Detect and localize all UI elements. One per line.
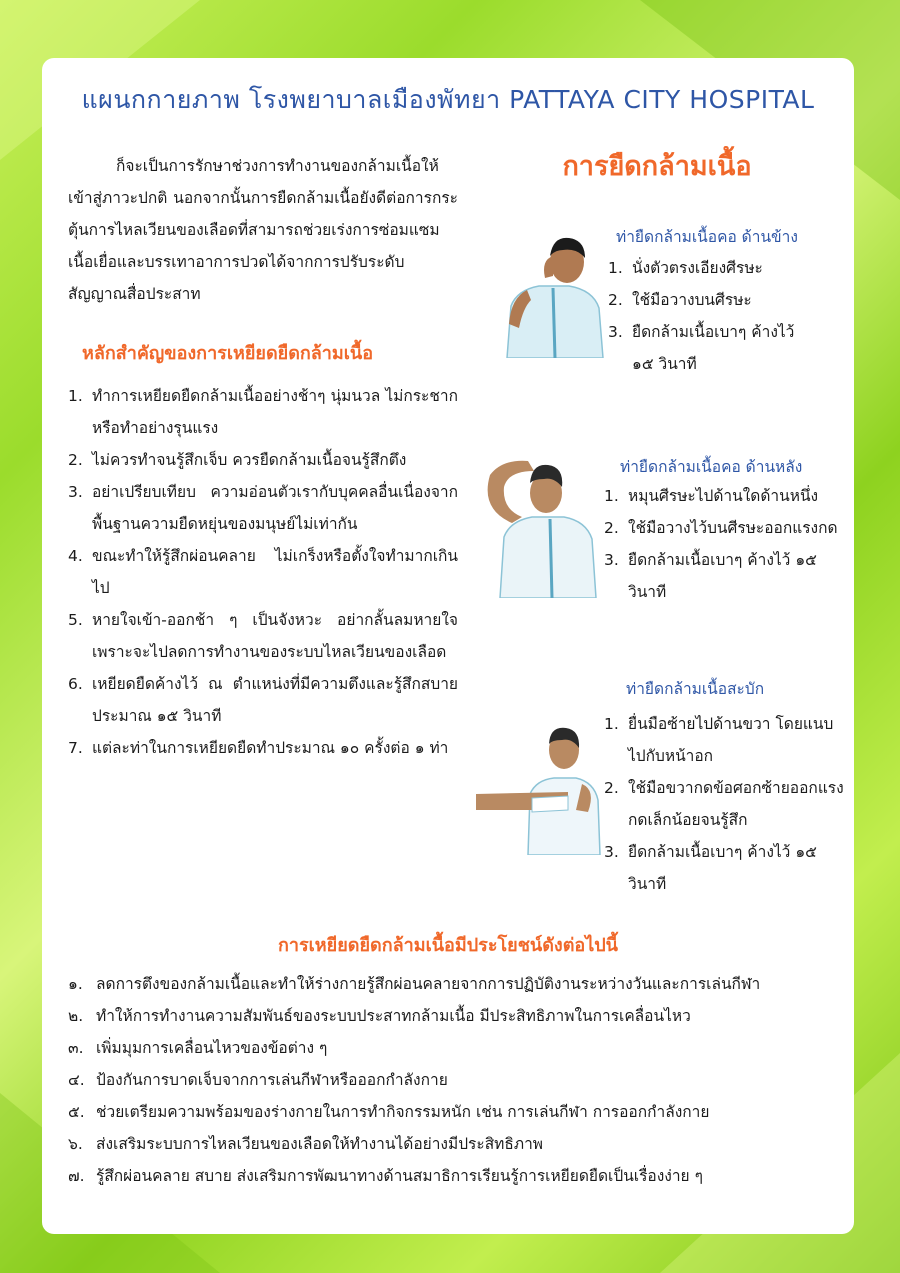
item-text: ช่วยเตรียมความพร้อมของร่างกายในการทำกิจกรรมหนัก เช่น การเล่นกีฬา การออกกำลังกาย [96,1103,710,1121]
step-number: 1. [608,259,623,277]
step-number: 3. [608,323,623,341]
list-item [604,772,844,836]
neck-side-steps [608,252,818,380]
list-item [604,480,844,512]
step-text: ยืดกล้ามเนื้อเบาๆ ค้างไว้ ๑๕ วินาที [628,843,817,893]
item-number: 2. [68,451,83,469]
shoulder-stretch-photo [472,720,602,855]
item-number: 7. [68,739,83,757]
item-text: หายใจเข้า-ออกช้า ๆ เป็นจังหวะ อย่ากลั้นลมหายใจเพราะจะไปลดการทำงานของระบบไหลเวียนของเลือด [92,611,458,661]
step-number: 3. [604,843,619,861]
list-item [608,284,818,316]
item-number: 3. [68,483,83,501]
step-text: ยืดกล้ามเนื้อเบาๆ ค้างไว้ ๑๕ วินาที [628,551,817,601]
intro-text: ก็จะเป็นการรักษาช่วงการทำงานของกล้ามเนื้อให้เข้าสู่ภาวะปกติ นอกจากนั้นการยืดกล้ามเนื้อยังดีต่อการกระตุ้นการไหลเวียนของเลือดที่สามารถช่วยเร่งการซ่อมแซมเนื้อเยื่อและบรรเทาอาการปวดได้จากการปรับระดับสัญญาณสื่อประสาท [68,157,458,303]
item-number: ๖. [68,1135,83,1153]
step-text: ใช้มือขวากดข้อศอกซ้ายออกแรงกดเล็กน้อยจนรู้สึก [628,779,844,829]
step-number: 1. [604,487,619,505]
list-item [608,316,818,380]
list-item [604,512,844,544]
item-number: 6. [68,675,83,693]
list-item [68,1032,848,1064]
step-text: ใช้มือวางบนศีรษะ [632,291,752,309]
step-number: 2. [604,779,619,797]
neck-back-title: ท่ายืดกล้ามเนื้อคอ ด้านหลัง [620,458,803,476]
item-number: 4. [68,547,83,565]
item-text: แต่ละท่าในการเหยียดยืดทำประมาณ ๑๐ ครั้งต่อ ๑ ท่า [92,739,449,757]
step-text: หมุนศีรษะไปด้านใดด้านหนึ่ง [628,487,819,505]
principles-heading: หลักสำคัญของการเหยียดยืดกล้ามเนื้อ [82,343,374,364]
item-number: ๑. [68,975,83,993]
list-item [604,836,844,900]
item-number: ๓. [68,1039,84,1057]
list-item [68,444,458,476]
list-item [604,544,844,608]
item-text: ส่งเสริมระบบการไหลเวียนของเลือดให้ทำงานได้อย่างมีประสิทธิภาพ [96,1135,543,1153]
stretching-heading: การยืดกล้ามเนื้อ [562,151,752,182]
page-title: แผนกกายภาพ โรงพยาบาลเมืองพัทยา PATTAYA CITY HOSPITAL [81,85,815,114]
item-number: 5. [68,611,83,629]
item-text: ลดการตึงของกล้ามเนื้อและทำให้ร่างกายรู้สึกผ่อนคลายจากการปฏิบัติงานระหว่างวันและการเล่นกีฬา [96,975,761,993]
list-item [68,968,848,1000]
list-item [68,540,458,604]
poster-panel [42,58,854,1234]
item-number: ๗. [68,1167,85,1185]
item-number: ๕. [68,1103,85,1121]
item-text: ทำการเหยียดยืดกล้ามเนื้ออย่างช้าๆ นุ่มนวล ไม่กระชากหรือทำอย่างรุนแรง [92,387,458,437]
step-text: ยืดกล้ามเนื้อเบาๆ ค้างไว้ ๑๕ วินาที [632,323,795,373]
list-item [68,1096,848,1128]
neck-back-stretch-photo [472,453,607,598]
step-text: ยื่นมือซ้ายไปด้านขวา โดยแนบไปกับหน้าอก [628,715,834,765]
item-number: ๔. [68,1071,85,1089]
list-item [68,476,458,540]
neck-back-steps [604,480,844,608]
item-text: ไม่ควรทำจนรู้สึกเจ็บ ควรยืดกล้ามเนื้อจนรู้สึกตึง [92,451,407,469]
list-item [68,1128,848,1160]
list-item [68,668,458,732]
item-text: ป้องกันการบาดเจ็บจากการเล่นกีฬาหรือออกกำลังกาย [96,1071,448,1089]
item-text: อย่าเปรียบเทียบ ความอ่อนตัวเรากับบุคคลอื่นเนื่องจากพื้นฐานความยืดหยุ่นของมนุษย์ไม่เท่ากัน [92,483,458,533]
benefits-list [68,968,848,1192]
item-text: เพิ่มมุมการเคลื่อนไหวของข้อต่าง ๆ [96,1039,328,1057]
list-item [68,732,458,764]
step-text: นั่งตัวตรงเอียงศีรษะ [632,259,763,277]
step-number: 1. [604,715,619,733]
shoulder-steps [604,708,844,900]
list-item [68,1064,848,1096]
item-text: ขณะทำให้รู้สึกผ่อนคลาย ไม่เกร็งหรือตั้งใจทำมากเกินไป [92,547,458,597]
step-number: 2. [608,291,623,309]
benefits-heading: การเหยียดยืดกล้ามเนื้อมีประโยชน์ดังต่อไปนี้ [277,935,618,956]
list-item [68,380,458,444]
item-text: รู้สึกผ่อนคลาย สบาย ส่งเสริมการพัฒนาทางด้านสมาธิการเรียนรู้การเหยียดยืดเป็นเรื่องง่าย ๆ [96,1167,703,1185]
item-number: 1. [68,387,83,405]
neck-side-stretch-photo [497,228,612,358]
intro-paragraph [68,150,458,310]
item-number: ๒. [68,1007,84,1025]
step-number: 3. [604,551,619,569]
item-text: เหยียดยืดค้างไว้ ณ ตำแหน่งที่มีความตึงและรู้สึกสบายประมาณ ๑๕ วินาที [92,675,458,725]
list-item [68,1000,848,1032]
shoulder-title: ท่ายืดกล้ามเนื้อสะบัก [626,680,765,698]
principles-list [68,380,458,764]
step-number: 2. [604,519,619,537]
list-item [68,1160,848,1192]
neck-side-title: ท่ายืดกล้ามเนื้อคอ ด้านข้าง [616,228,798,246]
list-item [608,252,818,284]
list-item [604,708,844,772]
list-item [68,604,458,668]
step-text: ใช้มือวางไว้บนศีรษะออกแรงกด [628,519,838,537]
item-text: ทำให้การทำงานความสัมพันธ์ของระบบประสาทกล้ามเนื้อ มีประสิทธิภาพในการเคลื่อนไหว [96,1007,691,1025]
